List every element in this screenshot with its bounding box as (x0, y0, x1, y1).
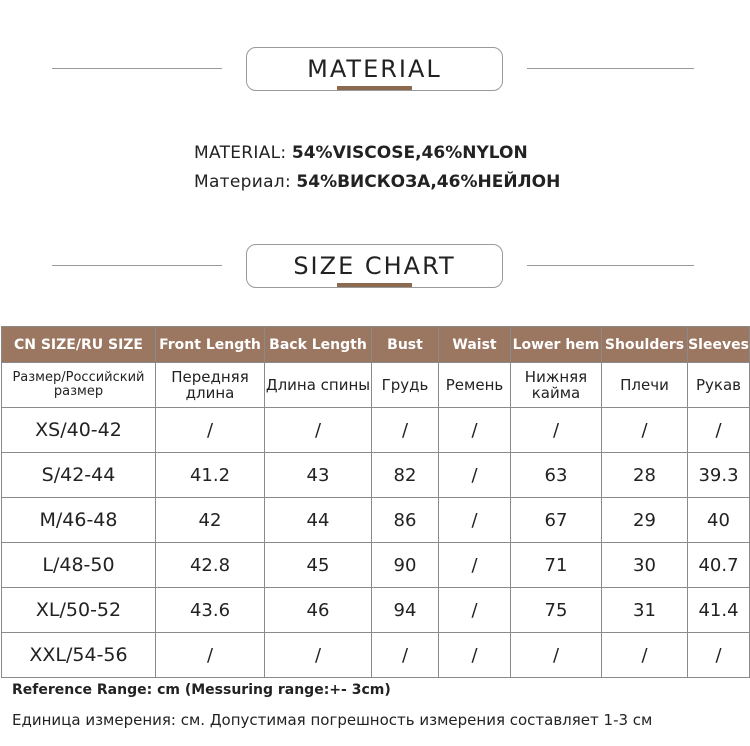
table-cell: / (602, 633, 688, 678)
table-cell: 46 (265, 588, 372, 633)
table-cell: 67 (511, 498, 602, 543)
table-cell: / (688, 633, 750, 678)
header-front-length: Front Length (156, 327, 265, 363)
header-waist: Waist (439, 327, 511, 363)
header-sleeves: Sleeves (688, 327, 750, 363)
table-row (2, 453, 750, 498)
material-title: MATERIAL (246, 47, 503, 91)
table-cell: 40 (688, 498, 750, 543)
table-cell: / (439, 408, 511, 453)
table-cell: / (265, 408, 372, 453)
table-cell: 90 (372, 543, 439, 588)
header-back-length: Back Length (265, 327, 372, 363)
table-cell: 63 (511, 453, 602, 498)
divider-line-right (527, 68, 694, 69)
header-lower-hem: Lower hem (511, 327, 602, 363)
table-cell: 29 (602, 498, 688, 543)
material-ru-label: Материал: (194, 172, 291, 192)
table-cell: 75 (511, 588, 602, 633)
table-row (2, 498, 750, 543)
size-chart-section-header (0, 244, 750, 288)
table-row (2, 408, 750, 453)
table-cell: / (511, 408, 602, 453)
table-cell: / (439, 588, 511, 633)
ru-header-bust: Грудь (372, 363, 439, 408)
header-bust: Bust (372, 327, 439, 363)
table-ru-header-row (2, 363, 750, 408)
table-row (2, 588, 750, 633)
table-cell: / (156, 408, 265, 453)
table-cell: / (511, 633, 602, 678)
table-cell: / (439, 633, 511, 678)
table-row (2, 633, 750, 678)
table-header-row (2, 327, 750, 363)
reference-range-note: Reference Range: cm (Messuring range:+- 3cm) (12, 682, 391, 698)
divider-line-left (52, 68, 222, 69)
size-chart-table (1, 326, 750, 678)
table-cell: 82 (372, 453, 439, 498)
table-row (2, 543, 750, 588)
table-cell: 41.4 (688, 588, 750, 633)
cell-size: M/46-48 (2, 498, 156, 543)
header-shoulders: Shoulders (602, 327, 688, 363)
accent-bar (337, 86, 412, 90)
table-cell: / (439, 543, 511, 588)
table-cell: 43 (265, 453, 372, 498)
table-cell: 45 (265, 543, 372, 588)
table-cell: 40.7 (688, 543, 750, 588)
divider-line-right (527, 265, 694, 266)
cell-size: XS/40-42 (2, 408, 156, 453)
ru-header-size: Размер/Российский размер (2, 363, 156, 408)
material-en-value: 54%VISCOSE,46%NYLON (291, 143, 528, 163)
table-cell: 86 (372, 498, 439, 543)
table-cell: 44 (265, 498, 372, 543)
header-cn-size: CN SIZE/RU SIZE (2, 327, 156, 363)
material-en-label: MATERIAL: (194, 143, 287, 163)
cell-size: XXL/54-56 (2, 633, 156, 678)
table-cell: 42 (156, 498, 265, 543)
cell-size: S/42-44 (2, 453, 156, 498)
material-section-header (0, 47, 750, 91)
table-cell: 94 (372, 588, 439, 633)
table-cell: 43.6 (156, 588, 265, 633)
table-cell: / (602, 408, 688, 453)
table-cell: / (688, 408, 750, 453)
table-cell: 31 (602, 588, 688, 633)
ru-header-sleeves: Рукав (688, 363, 750, 408)
accent-bar (337, 283, 412, 287)
material-ru-value: 54%ВИСКОЗА,46%НЕЙЛОН (296, 172, 561, 192)
ru-header-back-length: Длина спины (265, 363, 372, 408)
material-en (194, 143, 528, 163)
table-cell: / (372, 408, 439, 453)
cell-size: XL/50-52 (2, 588, 156, 633)
table-cell: 71 (511, 543, 602, 588)
ru-header-lower-hem: Нижняя кайма (511, 363, 602, 408)
table-cell: 39.3 (688, 453, 750, 498)
table-cell: / (156, 633, 265, 678)
table-cell: / (372, 633, 439, 678)
cell-size: L/48-50 (2, 543, 156, 588)
table-cell: 28 (602, 453, 688, 498)
material-ru (194, 172, 560, 192)
table-cell: 30 (602, 543, 688, 588)
table-cell: 42.8 (156, 543, 265, 588)
table-cell: / (265, 633, 372, 678)
ru-header-waist: Ремень (439, 363, 511, 408)
table-cell: / (439, 498, 511, 543)
table-cell: 41.2 (156, 453, 265, 498)
divider-line-left (52, 265, 222, 266)
size-chart-title: SIZE CHART (246, 244, 503, 288)
ru-header-front-length: Передняя длина (156, 363, 265, 408)
measurement-unit-note: Единица измерения: см. Допустимая погрешность измерения составляет 1-3 см (12, 711, 653, 729)
ru-header-shoulders: Плечи (602, 363, 688, 408)
table-cell: / (439, 453, 511, 498)
